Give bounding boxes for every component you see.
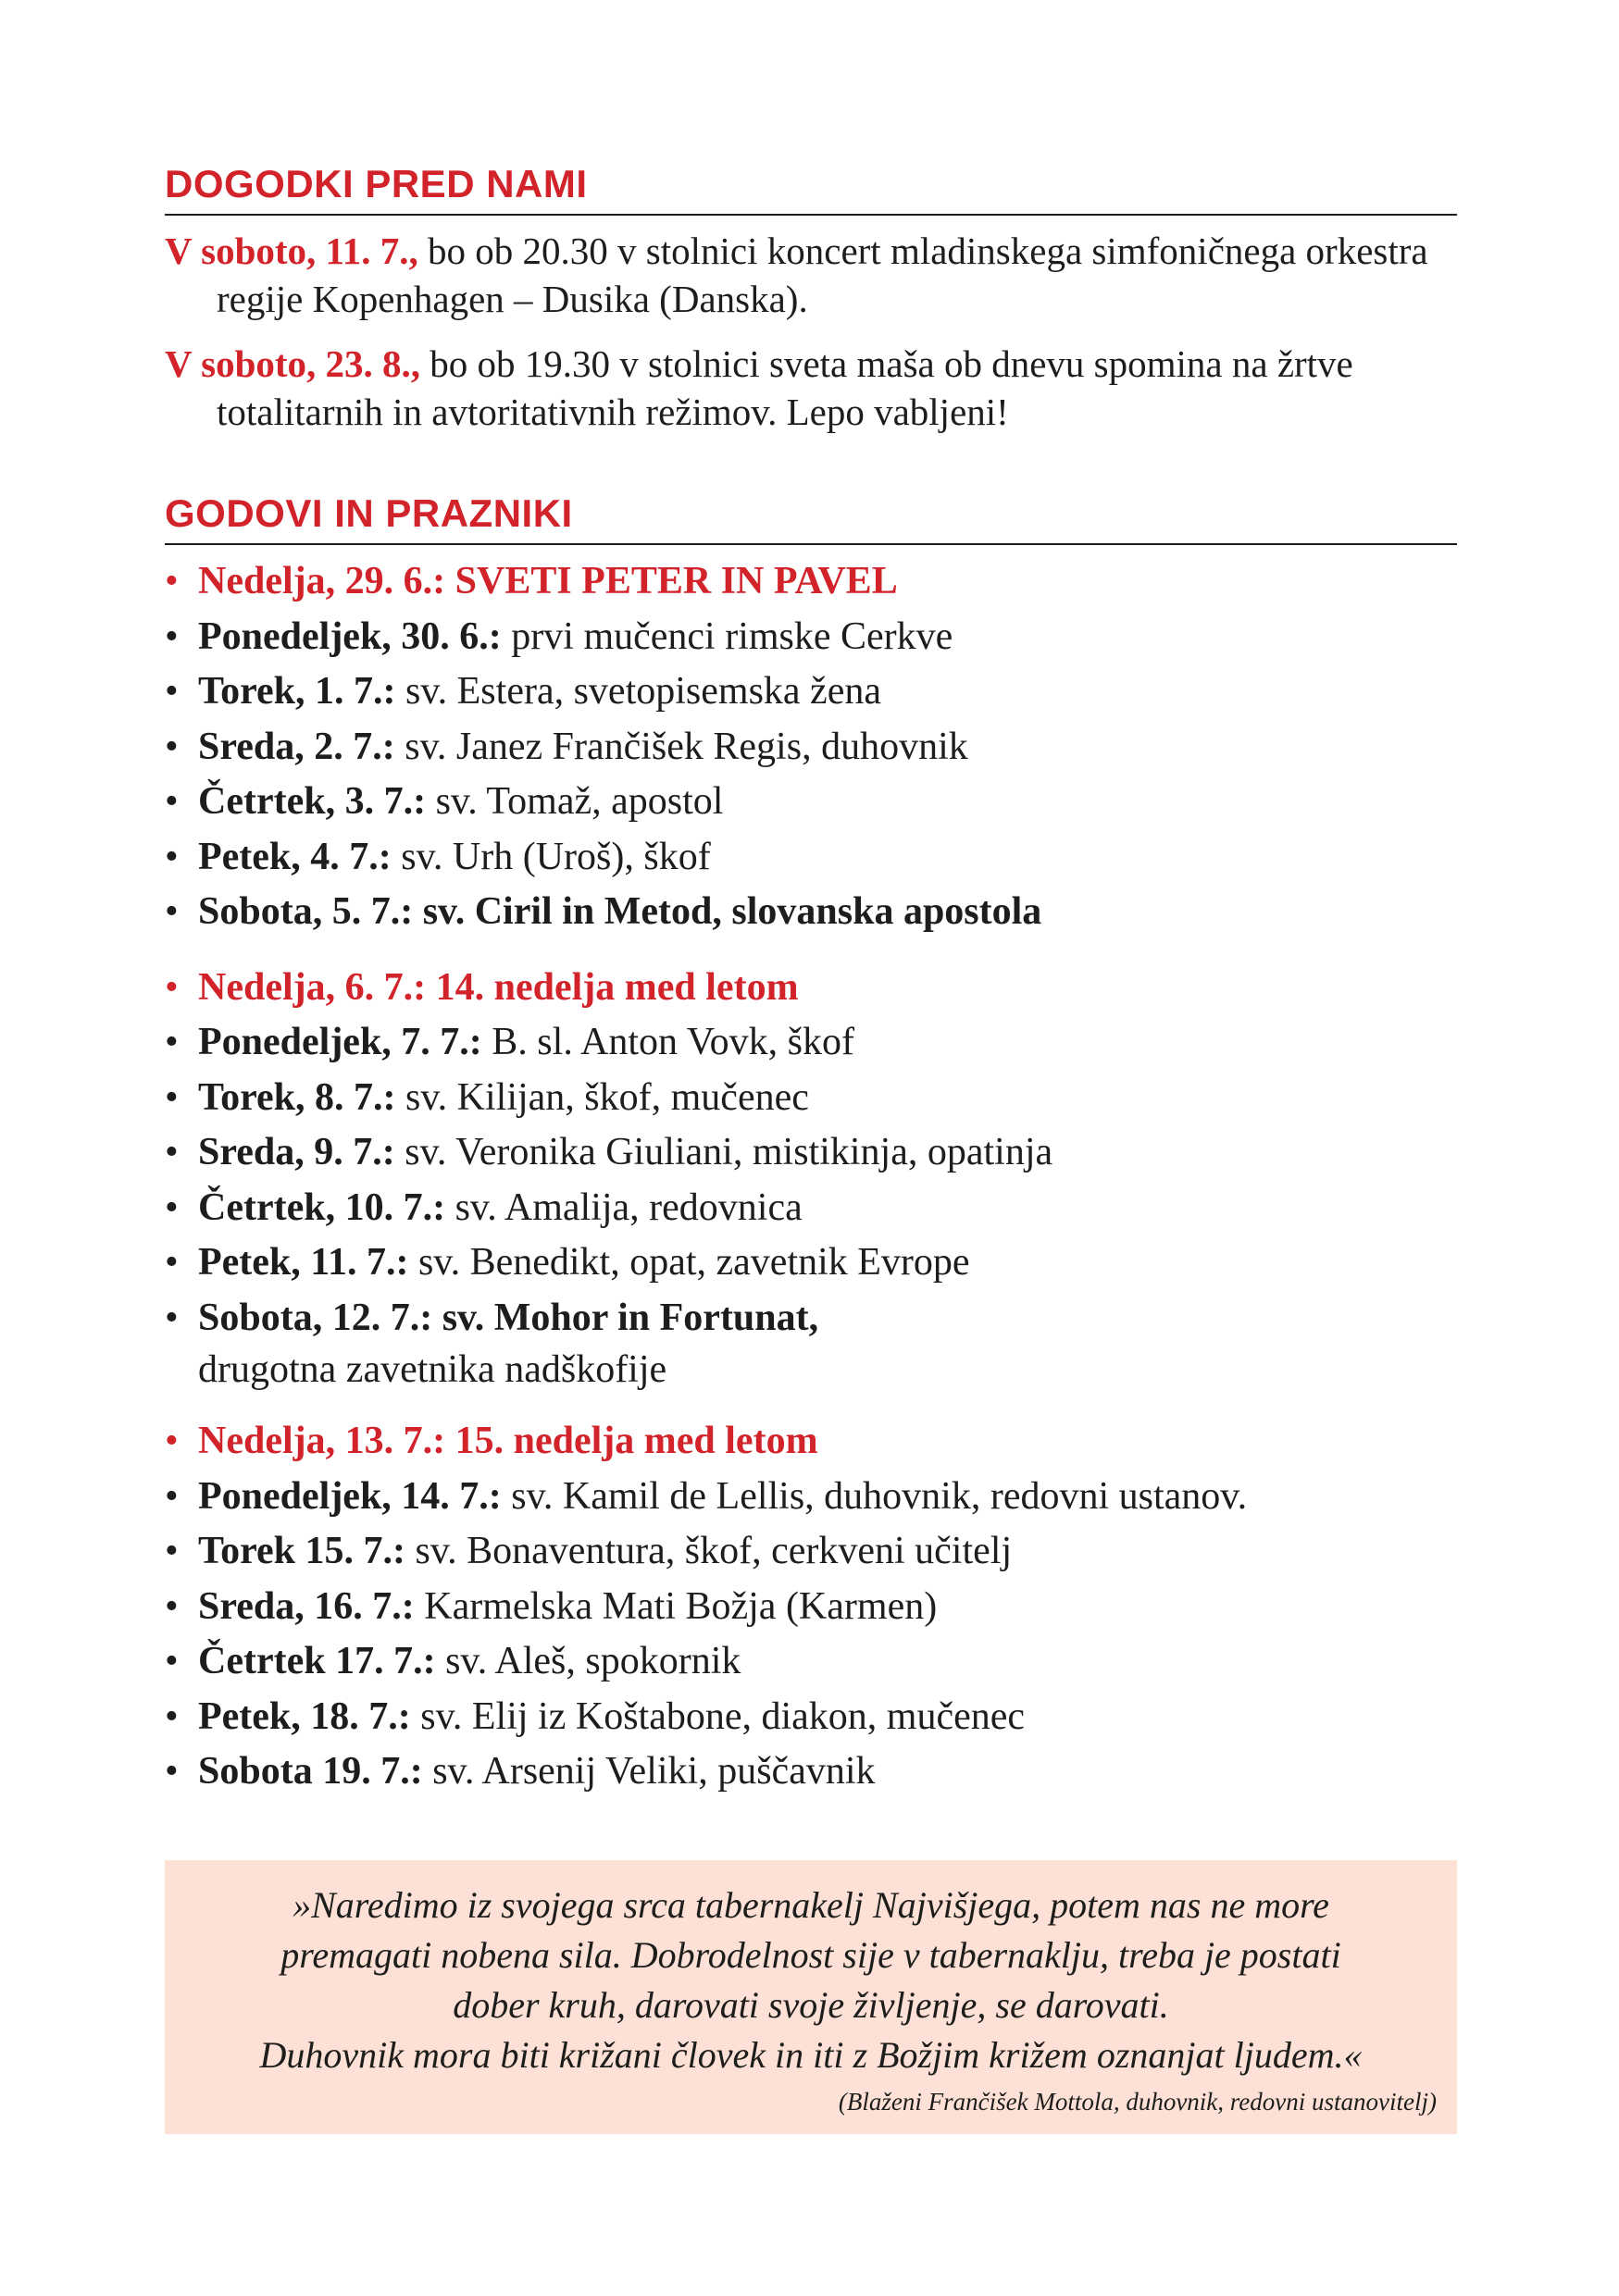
day-label: Sobota, 5. 7.:: [198, 890, 414, 933]
events-section-title: DOGODKI PRED NAMI: [165, 162, 1457, 216]
day-label: Torek, 1. 7.:: [198, 670, 396, 713]
day-desc: sv. Kamil de Lellis, duhovnik, redovni ustanov.: [501, 1474, 1248, 1518]
day-desc: Karmelska Mati Božja (Karmen): [414, 1584, 938, 1628]
week-group: [165, 1414, 1457, 1800]
bullet-icon: •: [165, 1296, 179, 1339]
day-label: Petek, 18. 7.:: [198, 1694, 411, 1738]
feast-day: [165, 1125, 1457, 1181]
day-label: Sreda, 9. 7.:: [198, 1131, 395, 1173]
event-item: [165, 340, 1457, 436]
day-label: Torek 15. 7.:: [198, 1530, 406, 1572]
day-label: Četrtek, 10. 7.:: [198, 1185, 446, 1229]
feast-day: [165, 1235, 1457, 1291]
day-label: Nedelja, 29. 6.:: [198, 560, 446, 602]
bullet-icon: •: [165, 670, 179, 713]
bullet-icon: •: [165, 1694, 179, 1738]
day-desc: sv. Elij iz Koštabone, diakon, mučenec: [410, 1694, 1026, 1738]
event-text: bo ob 20.30 v stolnici koncert mladinskega simfoničnega orkestra regije Kopenhagen – Dusika (Danska).: [217, 230, 1428, 320]
bullet-icon: •: [165, 1131, 179, 1173]
day-desc: 14. nedelja med letom: [426, 965, 799, 1009]
day-desc: sv. Benedikt, opat, zavetnik Evrope: [408, 1241, 970, 1284]
bullet-icon: •: [165, 890, 179, 933]
day-label: Nedelja, 13. 7.:: [198, 1420, 446, 1462]
day-desc: sv. Aleš, spokornik: [435, 1640, 741, 1682]
bullet-icon: •: [165, 1640, 179, 1682]
feast-day: [165, 1470, 1457, 1525]
day-desc: sv. Mohor in Fortunat,: [432, 1296, 819, 1339]
feast-day: [165, 1015, 1457, 1071]
feasts-section-title: GODOVI IN PRAZNIKI: [165, 491, 1457, 545]
bullet-icon: •: [165, 1241, 179, 1284]
feast-day: [165, 1071, 1457, 1126]
feast-day: [165, 1580, 1457, 1635]
day-label: Ponedeljek, 30. 6.:: [198, 614, 502, 658]
day-desc: sv. Arsenij Veliki, puščavnik: [422, 1750, 876, 1793]
quote-line: »Naredimo iz svojega srca tabernakelj Najvišjega, potem nas ne more: [293, 1884, 1329, 1926]
feast-day: [165, 1690, 1457, 1745]
bulletin-page: [165, 162, 1457, 1820]
day-label: Petek, 4. 7.:: [198, 835, 392, 878]
bullet-icon: •: [165, 1185, 179, 1229]
day-desc: sv. Ciril in Metod, slovanska apostola: [413, 890, 1042, 933]
feast-day-sunday: [165, 961, 1457, 1016]
feast-day: [165, 1181, 1457, 1236]
feasts-list: [165, 554, 1457, 1800]
day-desc: 15. nedelja med letom: [445, 1420, 818, 1462]
day-desc-continuation: drugotna zavetnika nadškofije: [198, 1348, 667, 1391]
bullet-icon: •: [165, 1021, 179, 1063]
bullet-icon: •: [165, 835, 179, 878]
quote-box: [165, 1860, 1457, 2134]
day-desc: sv. Bonaventura, škof, cerkveni učitelj: [405, 1530, 1013, 1572]
feast-day-sunday: [165, 554, 1457, 610]
day-desc: sv. Janez Frančišek Regis, duhovnik: [394, 725, 968, 768]
day-desc: prvi mučenci rimske Cerkve: [501, 614, 953, 658]
day-desc: sv. Estera, svetopisemska žena: [395, 670, 881, 713]
feast-day: [165, 610, 1457, 665]
bullet-icon: •: [165, 560, 179, 602]
feast-day: [165, 1634, 1457, 1690]
day-label: Torek, 8. 7.:: [198, 1075, 396, 1119]
quote-line: dober kruh, darovati svoje življenje, se darovati.: [453, 1984, 1169, 2026]
feast-day: [165, 720, 1457, 776]
day-desc: sv. Urh (Uroš), škof: [391, 835, 711, 878]
quote-text: [165, 1880, 1457, 2080]
day-label: Četrtek 17. 7.:: [198, 1640, 436, 1682]
day-label: Sreda, 16. 7.:: [198, 1584, 415, 1628]
feast-day: [165, 775, 1457, 830]
day-desc: sv. Amalija, redovnica: [445, 1185, 803, 1229]
week-group: [165, 554, 1457, 940]
day-label: Sobota, 12. 7.:: [198, 1296, 433, 1339]
day-label: Sreda, 2. 7.:: [198, 725, 395, 768]
day-desc: sv. Tomaž, apostol: [426, 780, 724, 823]
feast-day: [165, 830, 1457, 886]
event-date: V soboto, 23. 8.,: [165, 342, 421, 385]
bullet-icon: •: [165, 1420, 179, 1462]
event-date: V soboto, 11. 7.,: [165, 230, 418, 272]
quote-line: Duhovnik mora biti križani človek in iti z Božjim križem oznanjat ljudem.«: [259, 2034, 1363, 2076]
quote-source: (Blaženi Frančišek Mottola, duhovnik, redovni ustanovitelj): [838, 2088, 1437, 2116]
feast-day-sunday: [165, 1414, 1457, 1470]
day-label: Sobota 19. 7.:: [198, 1750, 423, 1793]
day-desc: SVETI PETER IN PAVEL: [445, 560, 898, 602]
week-group: [165, 961, 1457, 1395]
bullet-icon: •: [165, 1075, 179, 1119]
quote-line: premagati nobena sila. Dobrodelnost sije v tabernaklju, treba je postati: [280, 1934, 1341, 1976]
day-desc: sv. Kilijan, škof, mučenec: [395, 1075, 809, 1119]
day-label: Ponedeljek, 14. 7.:: [198, 1474, 502, 1518]
day-desc: sv. Veronika Giuliani, mistikinja, opatinja: [394, 1131, 1053, 1173]
bullet-icon: •: [165, 1750, 179, 1793]
day-label: Nedelja, 6. 7.:: [198, 965, 427, 1009]
feast-day: [165, 885, 1457, 940]
events-list: [165, 227, 1457, 436]
bullet-icon: •: [165, 965, 179, 1009]
day-desc: B. sl. Anton Vovk, škof: [481, 1021, 854, 1063]
feast-day: [165, 1744, 1457, 1800]
day-label: Petek, 11. 7.:: [198, 1241, 409, 1284]
feast-day: [165, 1291, 1457, 1395]
bullet-icon: •: [165, 614, 179, 658]
day-label: Ponedeljek, 7. 7.:: [198, 1021, 482, 1063]
bullet-icon: •: [165, 780, 179, 823]
feast-day: [165, 664, 1457, 720]
bullet-icon: •: [165, 1584, 179, 1628]
bullet-icon: •: [165, 1474, 179, 1518]
bullet-icon: •: [165, 1530, 179, 1572]
day-label: Četrtek, 3. 7.:: [198, 780, 427, 823]
feast-day: [165, 1524, 1457, 1580]
event-text: bo ob 19.30 v stolnici sveta maša ob dnevu spomina na žrtve totalitarnih in avtoritativnih režimov. Lepo vabljeni!: [217, 342, 1353, 433]
event-item: [165, 227, 1457, 323]
bullet-icon: •: [165, 725, 179, 768]
